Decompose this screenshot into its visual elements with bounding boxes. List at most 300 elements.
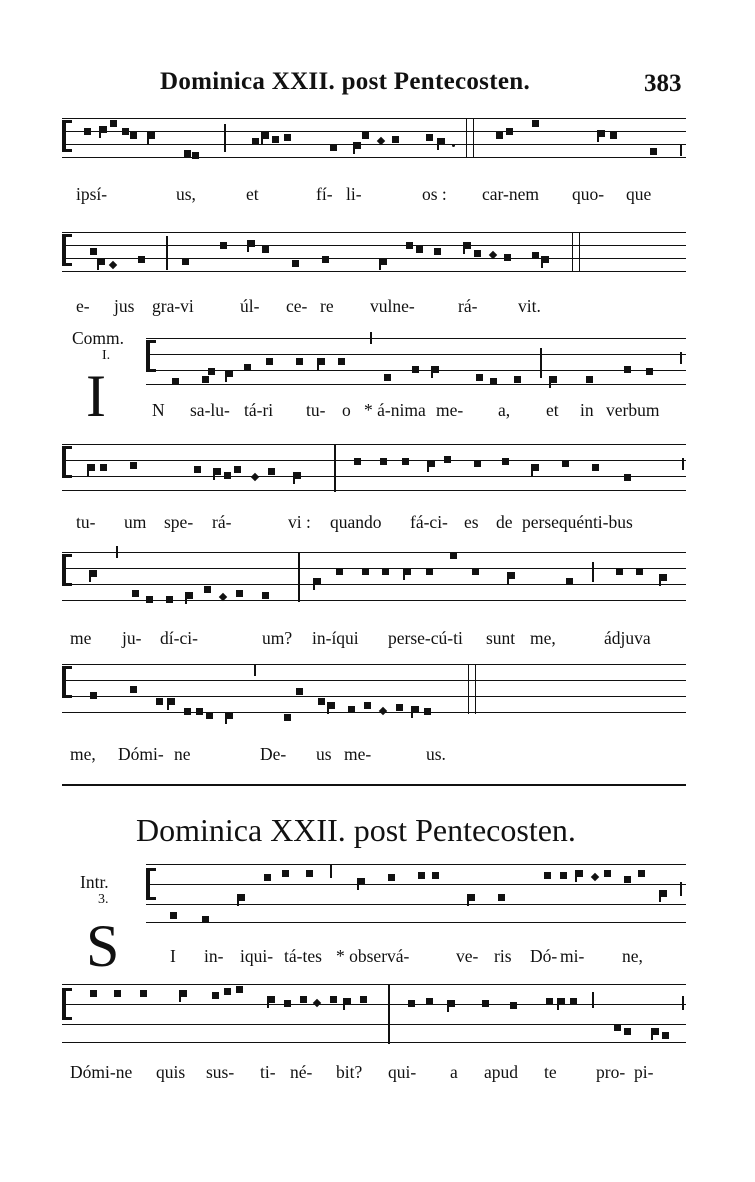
- lyric-word: * observá-: [336, 946, 410, 966]
- neume-stem: [225, 370, 227, 382]
- mode-number: I.: [102, 348, 111, 363]
- lyric-word: in: [580, 400, 594, 420]
- neume-note: [402, 458, 409, 465]
- lyric-word: me,: [530, 628, 556, 648]
- neume-stem: [97, 258, 99, 270]
- lyric-word: me: [70, 628, 92, 648]
- neume-note: [322, 256, 329, 263]
- neume-note: [226, 712, 233, 719]
- neume-note: [614, 1024, 621, 1031]
- neume-stem: [87, 464, 89, 476]
- staff-line: [146, 904, 686, 905]
- neume-note: [194, 466, 201, 473]
- initial-letter: I: [86, 363, 106, 429]
- neume-stem: [179, 990, 181, 1002]
- neume-note: [264, 874, 271, 881]
- neume-note: [284, 714, 291, 721]
- neume-note: [202, 916, 209, 923]
- neume-note: [98, 258, 105, 265]
- neume-note: [236, 590, 243, 597]
- neume-note: [338, 358, 345, 365]
- neume-stem: [247, 240, 249, 252]
- staff-line: [62, 157, 686, 158]
- neume-note: [646, 368, 653, 375]
- lyric-word: a: [450, 1062, 458, 1082]
- neume-stem: [317, 358, 319, 370]
- staff-line: [62, 118, 686, 119]
- neume-stem: [267, 996, 269, 1008]
- neume-note: [336, 568, 343, 575]
- bar-line: [592, 992, 594, 1008]
- neume-note: [284, 1000, 291, 1007]
- neume-note: [502, 458, 509, 465]
- neume-note: [392, 136, 399, 143]
- staff-line: [62, 131, 686, 132]
- bar-line: [330, 864, 332, 878]
- neume-note: [284, 134, 291, 141]
- lyric-word: úl-: [240, 296, 260, 316]
- neume-note: [354, 142, 361, 149]
- staff-line: [62, 712, 686, 713]
- neume-note: [570, 998, 577, 1005]
- lyric-word: vit.: [518, 296, 541, 316]
- neume-note: [482, 1000, 489, 1007]
- lyric-word: Dó-: [530, 946, 558, 966]
- neume-note: [576, 870, 583, 877]
- neume-note: [406, 242, 413, 249]
- lyric-word: us: [316, 744, 332, 764]
- staff-line: [62, 600, 686, 601]
- staff-line: [62, 680, 686, 681]
- neume-note: [220, 242, 227, 249]
- lyric-word: N: [152, 400, 165, 420]
- neume-stem: [237, 894, 239, 906]
- lyric-word: mi-: [560, 946, 585, 966]
- neume-note: [624, 876, 631, 883]
- neume-note: [252, 138, 259, 145]
- lyric-word: quis: [156, 1062, 186, 1082]
- neume-note: [508, 572, 515, 579]
- neume-note: [416, 246, 423, 253]
- neume-note: [236, 986, 243, 993]
- staff-system-6: [62, 664, 686, 714]
- lyric-word: a,: [498, 400, 511, 420]
- lyric-word: tu-: [76, 512, 96, 532]
- neume-note: [396, 704, 403, 711]
- lyric-word: re: [320, 296, 334, 316]
- bar-line: [466, 118, 474, 158]
- bar-line: [680, 144, 682, 156]
- lyric-word: me,: [70, 744, 96, 764]
- neume-stem: [541, 256, 543, 268]
- neume-note: [660, 574, 667, 581]
- neume-note: [204, 586, 211, 593]
- neume-note: [166, 596, 173, 603]
- neume-note: [212, 992, 219, 999]
- lyric-word: persequénti-bus: [522, 512, 633, 532]
- neume-note: [272, 136, 279, 143]
- neume-note: [262, 592, 269, 599]
- neume-note: [380, 458, 387, 465]
- staff-line: [62, 245, 686, 246]
- neume-note: [140, 990, 147, 997]
- neume-note: [344, 998, 351, 1005]
- neume-stem: [467, 894, 469, 906]
- neume-note: [610, 132, 617, 139]
- neume-note: [206, 712, 213, 719]
- neume-note: [496, 132, 503, 139]
- neume-note: [412, 366, 419, 373]
- bar-line: [388, 984, 390, 1044]
- neume-note: [292, 260, 299, 267]
- neume-note: [148, 132, 155, 139]
- lyric-word: li-: [346, 184, 362, 204]
- neume-note: [450, 552, 457, 559]
- staff-line: [62, 584, 686, 585]
- do-clef-icon: [146, 868, 156, 900]
- lyric-word: De-: [260, 744, 287, 764]
- neume-note: [318, 698, 325, 705]
- lyric-word: qui-: [388, 1062, 417, 1082]
- lyric-word: us,: [176, 184, 196, 204]
- neume-note: [262, 246, 269, 253]
- neume-note: [598, 130, 605, 137]
- neume-note: [544, 872, 551, 879]
- bar-line: [680, 882, 682, 896]
- lyric-word: os :: [422, 184, 447, 204]
- neume-note: [364, 702, 371, 709]
- neume-note: [474, 460, 481, 467]
- neume-note: [382, 568, 389, 575]
- staff-line: [146, 884, 686, 885]
- neume-stem: [353, 142, 355, 154]
- neume-stem: [99, 126, 101, 138]
- neume-note: [474, 250, 481, 257]
- neume-note: [296, 688, 303, 695]
- lyric-word: bit?: [336, 1062, 363, 1082]
- staff-line: [146, 338, 686, 339]
- lyric-word: rá-: [212, 512, 232, 532]
- lyric-word: dí-ci-: [160, 628, 198, 648]
- neume-note: [100, 464, 107, 471]
- neume-note: [90, 248, 97, 255]
- neume-note: [234, 466, 241, 473]
- neume-note: [464, 242, 471, 249]
- neume-note: [660, 890, 667, 897]
- lyric-word: sus-: [206, 1062, 235, 1082]
- neume-note: [238, 894, 245, 901]
- neume-note: [318, 358, 325, 365]
- neume-note: [558, 998, 565, 1005]
- neume-note: [592, 464, 599, 471]
- neume-stem: [651, 1028, 653, 1040]
- neume-note: [432, 872, 439, 879]
- neume-stem: [225, 712, 227, 724]
- neume-note: [362, 568, 369, 575]
- neume-note: [550, 376, 557, 383]
- neume-note: [192, 152, 199, 159]
- lyric-word: Dómi-ne: [70, 1062, 133, 1082]
- neume-note: [170, 912, 177, 919]
- staff-line: [62, 258, 686, 259]
- neume-note: [354, 458, 361, 465]
- staff-line: [146, 384, 686, 385]
- neume-stem: [463, 242, 465, 254]
- lyric-word: perse-cú-ti: [388, 628, 463, 648]
- lyric-word: in-íqui: [312, 628, 359, 648]
- neume-note: [652, 1028, 659, 1035]
- neume-note: [591, 873, 599, 881]
- lyric-word: sa-lu-: [190, 400, 230, 420]
- lyric-word: um: [124, 512, 147, 532]
- lyric-word: tu-: [306, 400, 326, 420]
- neume-note: [490, 378, 497, 385]
- neume-note: [330, 144, 337, 151]
- lyric-word: ipsí-: [76, 184, 108, 204]
- neume-note: [268, 996, 275, 1003]
- lyric-word: ádjuva: [604, 628, 651, 648]
- neume-stem: [261, 132, 263, 144]
- neume-note: [306, 870, 313, 877]
- lyric-word: pro-: [596, 1062, 626, 1082]
- lyric-word: tá-tes: [284, 946, 322, 966]
- do-clef-icon: [62, 446, 72, 478]
- bar-line: [682, 458, 684, 470]
- neume-note: [562, 460, 569, 467]
- neume-stem: [343, 998, 345, 1010]
- neume-stem: [507, 572, 509, 584]
- neume-note: [428, 460, 435, 467]
- neume-note: [268, 468, 275, 475]
- neume-note: [426, 134, 433, 141]
- bar-line: [680, 352, 682, 364]
- neume-stem: [403, 568, 405, 580]
- staff-system-3: [146, 338, 686, 386]
- neume-note: [362, 132, 369, 139]
- lyric-word: pi-: [634, 1062, 654, 1082]
- neume-note: [408, 1000, 415, 1007]
- do-clef-icon: [62, 666, 72, 698]
- lyric-word: ti-: [260, 1062, 276, 1082]
- neume-stem: [447, 1000, 449, 1012]
- lyric-word: us.: [426, 744, 446, 764]
- lyric-word: ne,: [622, 946, 643, 966]
- staff-line: [62, 490, 686, 491]
- lyric-word: quo-: [572, 184, 605, 204]
- neume-stem: [557, 998, 559, 1010]
- do-clef-icon: [62, 988, 72, 1020]
- neume-note: [532, 252, 539, 259]
- neume-note: [313, 999, 321, 1007]
- neume-stem: [575, 870, 577, 882]
- neume-note: [636, 568, 643, 575]
- lyric-word: o: [342, 400, 351, 420]
- neume-note: [196, 708, 203, 715]
- neume-note: [412, 706, 419, 713]
- neume-note: [586, 376, 593, 383]
- initial-letter: S: [86, 913, 120, 979]
- communion-label: Comm.: [72, 328, 125, 348]
- neume-note: [498, 894, 505, 901]
- neume-note: [432, 366, 439, 373]
- do-clef-icon: [62, 234, 72, 266]
- staff-system-4: [62, 444, 686, 492]
- staff-system-5: [62, 552, 686, 602]
- lyric-word: Dómi-: [118, 744, 164, 764]
- neume-note: [532, 120, 539, 127]
- staff-line: [146, 864, 686, 865]
- neume-stem: [659, 574, 661, 586]
- staff-system-2: [62, 232, 686, 274]
- bar-line: [370, 332, 372, 344]
- neume-stem: [431, 366, 433, 378]
- staff-system-7: [146, 864, 686, 924]
- lyric-word: me-: [436, 400, 464, 420]
- neume-note: [638, 870, 645, 877]
- bar-line: [468, 664, 476, 714]
- staff-line: [62, 984, 686, 985]
- neume-note: [214, 468, 221, 475]
- staff-system-1: [62, 118, 686, 160]
- neume-note: [380, 258, 387, 265]
- neume-note: [156, 698, 163, 705]
- neume-stem: [185, 592, 187, 604]
- lyric-word: jus: [114, 296, 135, 316]
- neume-note: [266, 358, 273, 365]
- lyric-word: gra-vi: [152, 296, 194, 316]
- bar-line: [224, 124, 226, 152]
- staff-line: [146, 922, 686, 923]
- neume-stem: [167, 698, 169, 710]
- neume-note: [604, 870, 611, 877]
- bar-line: [592, 562, 594, 582]
- staff-line: [62, 1024, 686, 1025]
- lyric-word: um?: [262, 628, 293, 648]
- neume-note: [251, 473, 259, 481]
- lyric-word: in-: [204, 946, 224, 966]
- lyric-word: apud: [484, 1062, 519, 1082]
- neume-note: [90, 570, 97, 577]
- lyric-word: I: [170, 946, 176, 966]
- lyric-word: te: [544, 1062, 557, 1082]
- neume-note: [168, 698, 175, 705]
- neume-note: [84, 128, 91, 135]
- neume-stem: [89, 570, 91, 582]
- neume-note: [262, 132, 269, 139]
- neume-note: [328, 702, 335, 709]
- neume-note: [109, 261, 117, 269]
- staff-line: [62, 232, 686, 233]
- section-divider: [62, 784, 686, 786]
- lyric-word: vi :: [288, 512, 311, 532]
- staff-line: [62, 271, 686, 272]
- do-clef-icon: [62, 120, 72, 152]
- neume-note: [650, 148, 657, 155]
- bar-line: [334, 444, 336, 492]
- neume-stem: [659, 890, 661, 902]
- neume-note: [358, 878, 365, 885]
- neume-note: [510, 1002, 517, 1009]
- neume-note: [434, 248, 441, 255]
- neume-note: [314, 578, 321, 585]
- neume-stem: [531, 464, 533, 476]
- neume-stem: [379, 258, 381, 270]
- neume-note: [542, 256, 549, 263]
- section-title: Dominica XXII. post Pentecosten.: [136, 812, 576, 848]
- neume-note: [224, 472, 231, 479]
- neume-note: [132, 590, 139, 597]
- lyric-word: et: [246, 184, 259, 204]
- bar-line: [298, 552, 300, 602]
- neume-note: [186, 592, 193, 599]
- neume-note: [100, 126, 107, 133]
- lyric-word: que: [626, 184, 652, 204]
- neume-note: [438, 138, 445, 145]
- neume-note: [138, 256, 145, 263]
- neume-note: [348, 706, 355, 713]
- neume-note: [300, 996, 307, 1003]
- neume-stem: [293, 472, 295, 484]
- staff-line: [62, 552, 686, 553]
- neume-note: [122, 128, 129, 135]
- neume-note: [90, 990, 97, 997]
- neume-stem: [327, 702, 329, 714]
- lyric-word: ve-: [456, 946, 479, 966]
- neume-stem: [597, 130, 599, 142]
- lyric-word: iqui-: [240, 946, 274, 966]
- mora-dot: [452, 144, 455, 147]
- neume-stem: [213, 468, 215, 480]
- neume-note: [616, 568, 623, 575]
- neume-note: [532, 464, 539, 471]
- bar-line: [682, 996, 684, 1010]
- neume-note: [424, 708, 431, 715]
- neume-note: [444, 456, 451, 463]
- lyric-word: ju-: [122, 628, 142, 648]
- lyric-word: quando: [330, 512, 382, 532]
- lyric-word: sunt: [486, 628, 516, 648]
- lyric-word: verbum: [606, 400, 660, 420]
- neume-note: [472, 568, 479, 575]
- neume-note: [130, 132, 137, 139]
- staff-line: [62, 1042, 686, 1043]
- neume-note: [282, 870, 289, 877]
- neume-note: [546, 998, 553, 1005]
- neume-note: [360, 996, 367, 1003]
- neume-note: [184, 150, 191, 157]
- neume-note: [146, 596, 153, 603]
- neume-stem: [357, 878, 359, 890]
- mode-number: 3.: [98, 892, 109, 907]
- neume-note: [404, 568, 411, 575]
- lyric-word: fí-: [316, 184, 333, 204]
- neume-note: [88, 464, 95, 471]
- bar-line: [116, 546, 118, 558]
- neume-note: [184, 708, 191, 715]
- neume-note: [248, 240, 255, 247]
- neume-note: [296, 358, 303, 365]
- lyric-word: vulne-: [370, 296, 415, 316]
- neume-note: [624, 474, 631, 481]
- neume-note: [514, 376, 521, 383]
- bar-line: [254, 664, 256, 676]
- neume-note: [226, 370, 233, 377]
- neume-note: [130, 462, 137, 469]
- neume-note: [182, 258, 189, 265]
- neume-note: [110, 120, 117, 127]
- neume-note: [624, 1028, 631, 1035]
- neume-stem: [147, 132, 149, 144]
